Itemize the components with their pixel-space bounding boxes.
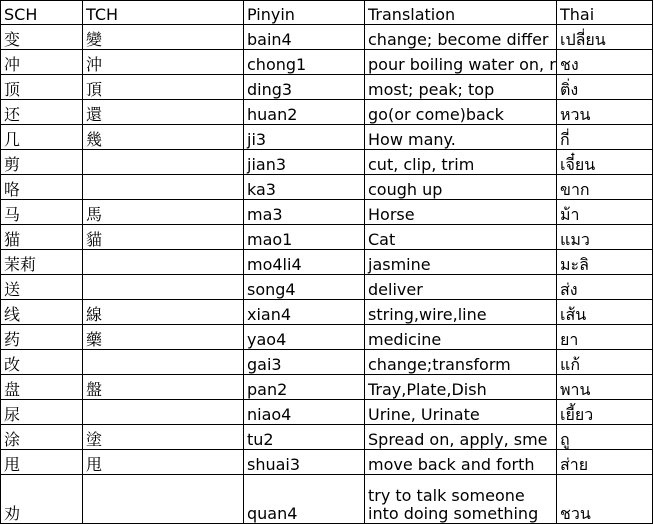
cell-sch[interactable]: 尿 <box>1 400 83 425</box>
cell-pinyin[interactable]: mao1 <box>244 225 365 250</box>
table-row <box>1 200 653 225</box>
cell-sch[interactable]: 剪 <box>1 150 83 175</box>
cell-sch[interactable]: 变 <box>1 25 83 50</box>
cell-thai[interactable]: ส่าย <box>557 450 653 475</box>
table-row <box>1 475 653 524</box>
cell-pinyin[interactable]: mo4li4 <box>244 250 365 275</box>
cell-pinyin[interactable]: ji3 <box>244 125 365 150</box>
cell-sch[interactable]: 送 <box>1 275 83 300</box>
cell-sch[interactable]: 冲 <box>1 50 83 75</box>
cell-tch[interactable]: 幾 <box>83 125 244 150</box>
header-cell-translation[interactable]: Translation <box>365 1 557 25</box>
cell-tch[interactable]: 盤 <box>83 375 244 400</box>
cell-sch[interactable]: 线 <box>1 300 83 325</box>
cell-pinyin[interactable]: ma3 <box>244 200 365 225</box>
cell-thai[interactable]: ม้า <box>557 200 653 225</box>
table-row <box>1 300 653 325</box>
table-row <box>1 100 653 125</box>
cell-translation[interactable]: How many. <box>365 125 557 150</box>
cell-translation[interactable]: move back and forth <box>365 450 557 475</box>
cell-translation[interactable]: change; become differ <box>365 25 557 50</box>
cell-pinyin[interactable]: quan4 <box>244 475 365 524</box>
cell-thai[interactable]: เส้น <box>557 300 653 325</box>
table-row <box>1 175 653 200</box>
table-row <box>1 25 653 50</box>
cell-tch[interactable]: 甩 <box>83 450 244 475</box>
cell-sch[interactable]: 涂 <box>1 425 83 450</box>
cell-translation[interactable]: go(or come)back <box>365 100 557 125</box>
cell-thai[interactable]: เปลี่ยน <box>557 25 653 50</box>
cell-translation[interactable]: Cat <box>365 225 557 250</box>
cell-thai[interactable]: เจี๋ยน <box>557 150 653 175</box>
table-row <box>1 350 653 375</box>
cell-thai[interactable]: พาน <box>557 375 653 400</box>
cell-sch[interactable]: 还 <box>1 100 83 125</box>
cell-translation[interactable]: medicine <box>365 325 557 350</box>
cell-thai[interactable]: เยี้ยว <box>557 400 653 425</box>
cell-pinyin[interactable]: jian3 <box>244 150 365 175</box>
cell-thai[interactable]: ชง <box>557 50 653 75</box>
cell-tch[interactable] <box>83 400 244 425</box>
cell-thai[interactable]: ขาก <box>557 175 653 200</box>
cell-translation[interactable]: Spread on, apply, sme <box>365 425 557 450</box>
cell-sch[interactable]: 咯 <box>1 175 83 200</box>
cell-translation[interactable]: change;transform <box>365 350 557 375</box>
cell-thai[interactable]: มะลิ <box>557 250 653 275</box>
header-cell-pinyin[interactable]: Pinyin <box>244 1 365 25</box>
cell-sch[interactable]: 几 <box>1 125 83 150</box>
cell-translation[interactable]: cut, clip, trim <box>365 150 557 175</box>
header-cell-thai[interactable]: Thai <box>557 1 653 25</box>
cell-tch[interactable] <box>83 275 244 300</box>
cell-translation[interactable]: string,wire,line <box>365 300 557 325</box>
cell-translation[interactable]: deliver <box>365 275 557 300</box>
cell-translation[interactable]: Tray,Plate,Dish <box>365 375 557 400</box>
cell-tch[interactable]: 塗 <box>83 425 244 450</box>
vocabulary-table-body <box>1 1 653 524</box>
header-cell-tch[interactable]: TCH <box>83 1 244 25</box>
cell-thai[interactable]: ชวน <box>557 475 653 524</box>
table-row <box>1 125 653 150</box>
cell-tch[interactable]: 頂 <box>83 75 244 100</box>
cell-thai[interactable]: ติ่ง <box>557 75 653 100</box>
table-row <box>1 450 653 475</box>
cell-pinyin[interactable]: pan2 <box>244 375 365 400</box>
cell-sch[interactable]: 马 <box>1 200 83 225</box>
table-row <box>1 400 653 425</box>
cell-sch[interactable]: 甩 <box>1 450 83 475</box>
cell-translation[interactable]: cough up <box>365 175 557 200</box>
cell-pinyin[interactable]: shuai3 <box>244 450 365 475</box>
cell-translation[interactable]: jasmine <box>365 250 557 275</box>
cell-tch[interactable]: 沖 <box>83 50 244 75</box>
cell-tch[interactable] <box>83 175 244 200</box>
cell-tch[interactable] <box>83 250 244 275</box>
cell-translation[interactable]: Urine, Urinate <box>365 400 557 425</box>
table-row <box>1 325 653 350</box>
cell-thai[interactable]: ถู <box>557 425 653 450</box>
cell-tch[interactable]: 線 <box>83 300 244 325</box>
cell-pinyin[interactable]: tu2 <box>244 425 365 450</box>
cell-tch[interactable]: 還 <box>83 100 244 125</box>
cell-tch[interactable] <box>83 350 244 375</box>
cell-pinyin[interactable]: ka3 <box>244 175 365 200</box>
header-cell-sch[interactable]: SCH <box>1 1 83 25</box>
cell-thai[interactable]: หวน <box>557 100 653 125</box>
cell-pinyin[interactable]: huan2 <box>244 100 365 125</box>
cell-sch[interactable]: 改 <box>1 350 83 375</box>
table-row <box>1 50 653 75</box>
cell-pinyin[interactable]: niao4 <box>244 400 365 425</box>
cell-sch[interactable]: 药 <box>1 325 83 350</box>
table-row <box>1 425 653 450</box>
cell-thai[interactable]: แก้ <box>557 350 653 375</box>
table-row <box>1 225 653 250</box>
cell-thai[interactable]: ส่ง <box>557 275 653 300</box>
cell-sch[interactable]: 盘 <box>1 375 83 400</box>
cell-translation[interactable]: most; peak; top <box>365 75 557 100</box>
cell-tch[interactable]: 馬 <box>83 200 244 225</box>
cell-thai[interactable]: แมว <box>557 225 653 250</box>
cell-translation[interactable]: try to talk someone into doing something <box>365 475 557 524</box>
cell-translation[interactable]: pour boiling water on, r <box>365 50 557 75</box>
cell-pinyin[interactable]: chong1 <box>244 50 365 75</box>
table-row <box>1 275 653 300</box>
cell-sch[interactable]: 劝 <box>1 475 83 524</box>
cell-thai[interactable]: กี่ <box>557 125 653 150</box>
table-row <box>1 375 653 400</box>
cell-pinyin[interactable]: yao4 <box>244 325 365 350</box>
table-row <box>1 75 653 100</box>
cell-tch[interactable]: 變 <box>83 25 244 50</box>
cell-sch[interactable]: 猫 <box>1 225 83 250</box>
cell-sch[interactable]: 茉莉 <box>1 250 83 275</box>
cell-pinyin[interactable]: xian4 <box>244 300 365 325</box>
cell-thai[interactable]: ยา <box>557 325 653 350</box>
cell-pinyin[interactable]: gai3 <box>244 350 365 375</box>
cell-tch[interactable] <box>83 475 244 524</box>
table-row <box>1 250 653 275</box>
cell-pinyin[interactable]: bain4 <box>244 25 365 50</box>
table-row <box>1 150 653 175</box>
cell-tch[interactable]: 藥 <box>83 325 244 350</box>
cell-translation[interactable]: Horse <box>365 200 557 225</box>
cell-tch[interactable] <box>83 150 244 175</box>
cell-pinyin[interactable]: ding3 <box>244 75 365 100</box>
cell-sch[interactable]: 顶 <box>1 75 83 100</box>
cell-pinyin[interactable]: song4 <box>244 275 365 300</box>
header-row <box>1 1 653 25</box>
cell-tch[interactable]: 貓 <box>83 225 244 250</box>
